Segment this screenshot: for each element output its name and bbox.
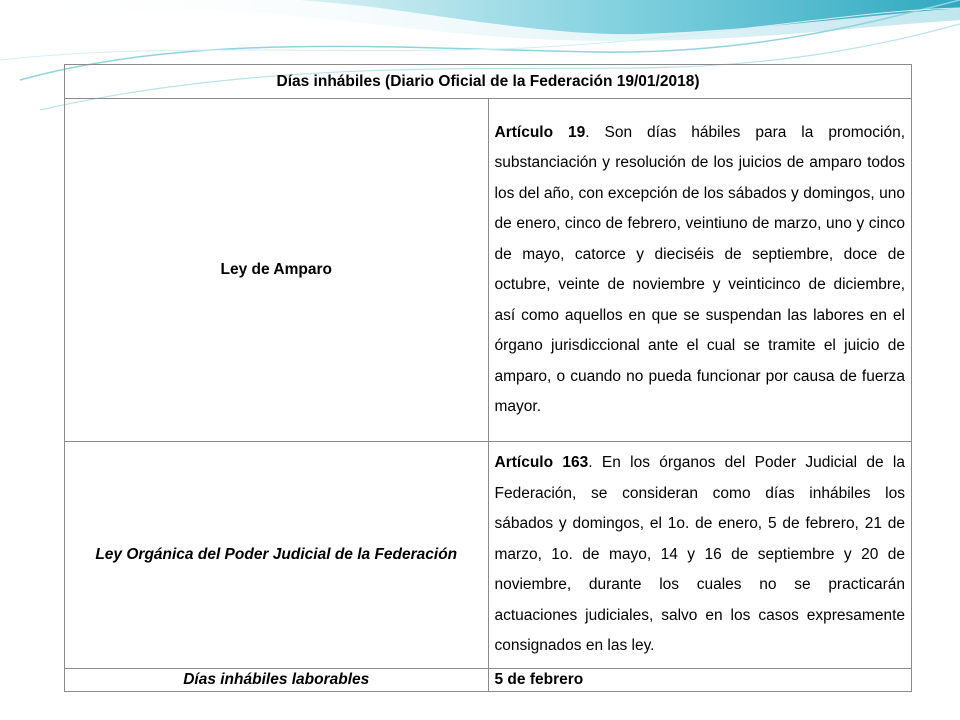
article-paragraph bbox=[489, 112, 912, 429]
table-row bbox=[65, 99, 912, 442]
article-label: Artículo 19 bbox=[494, 123, 586, 141]
article-text: . En los órganos del Poder Judicial de la Federación, se consideran como días inhábiles los sábados y domingos, el 1o. de enero, 5 de febrero, 21 de marzo, 1o. de mayo, 14 y 16 de septiembre y 20 de noviembre, durante los cuales no se practicarán actuaciones judiciales, salvo en los casos expresamente consignados en las ley. bbox=[494, 454, 905, 654]
article-cell bbox=[488, 99, 912, 442]
footer-value: 5 de febrero bbox=[488, 668, 912, 691]
article-label: Artículo 163 bbox=[494, 454, 589, 471]
law-name: Ley de Amparo bbox=[220, 261, 332, 278]
table-row bbox=[65, 442, 912, 669]
law-name-cell bbox=[65, 99, 489, 442]
article-cell bbox=[488, 442, 912, 669]
article-text: . Son días hábiles para la promoción, substanciación y resolución de los juicios de amparo todos los del año, con excepción de los sábados y domingos, uno de enero, cinco de febrero, veintiuno de marzo, uno y cinco de mayo, catorce y dieciséis de septiembre, doce de octubre, veinte de noviembre y veinticinco de diciembre, así como aquellos en que se suspendan las labores en el órgano jurisdiccional ante el cual se tramite el juicio de amparo, o cuando no pueda funcionar por causa de fuerza mayor. bbox=[494, 123, 905, 415]
law-name: Ley Orgánica del Poder Judicial de la Federación bbox=[95, 545, 458, 563]
inhabiles-table-wrapper bbox=[64, 64, 912, 692]
table-header-row bbox=[65, 65, 912, 99]
table-title: Días inhábiles (Diario Oficial de la Federación 19/01/2018) bbox=[65, 65, 912, 99]
law-name-cell bbox=[65, 442, 489, 669]
footer-label: Días inhábiles laborables bbox=[65, 668, 489, 691]
table-footer-row bbox=[65, 668, 912, 691]
inhabiles-table bbox=[64, 64, 912, 692]
article-paragraph bbox=[489, 442, 912, 668]
